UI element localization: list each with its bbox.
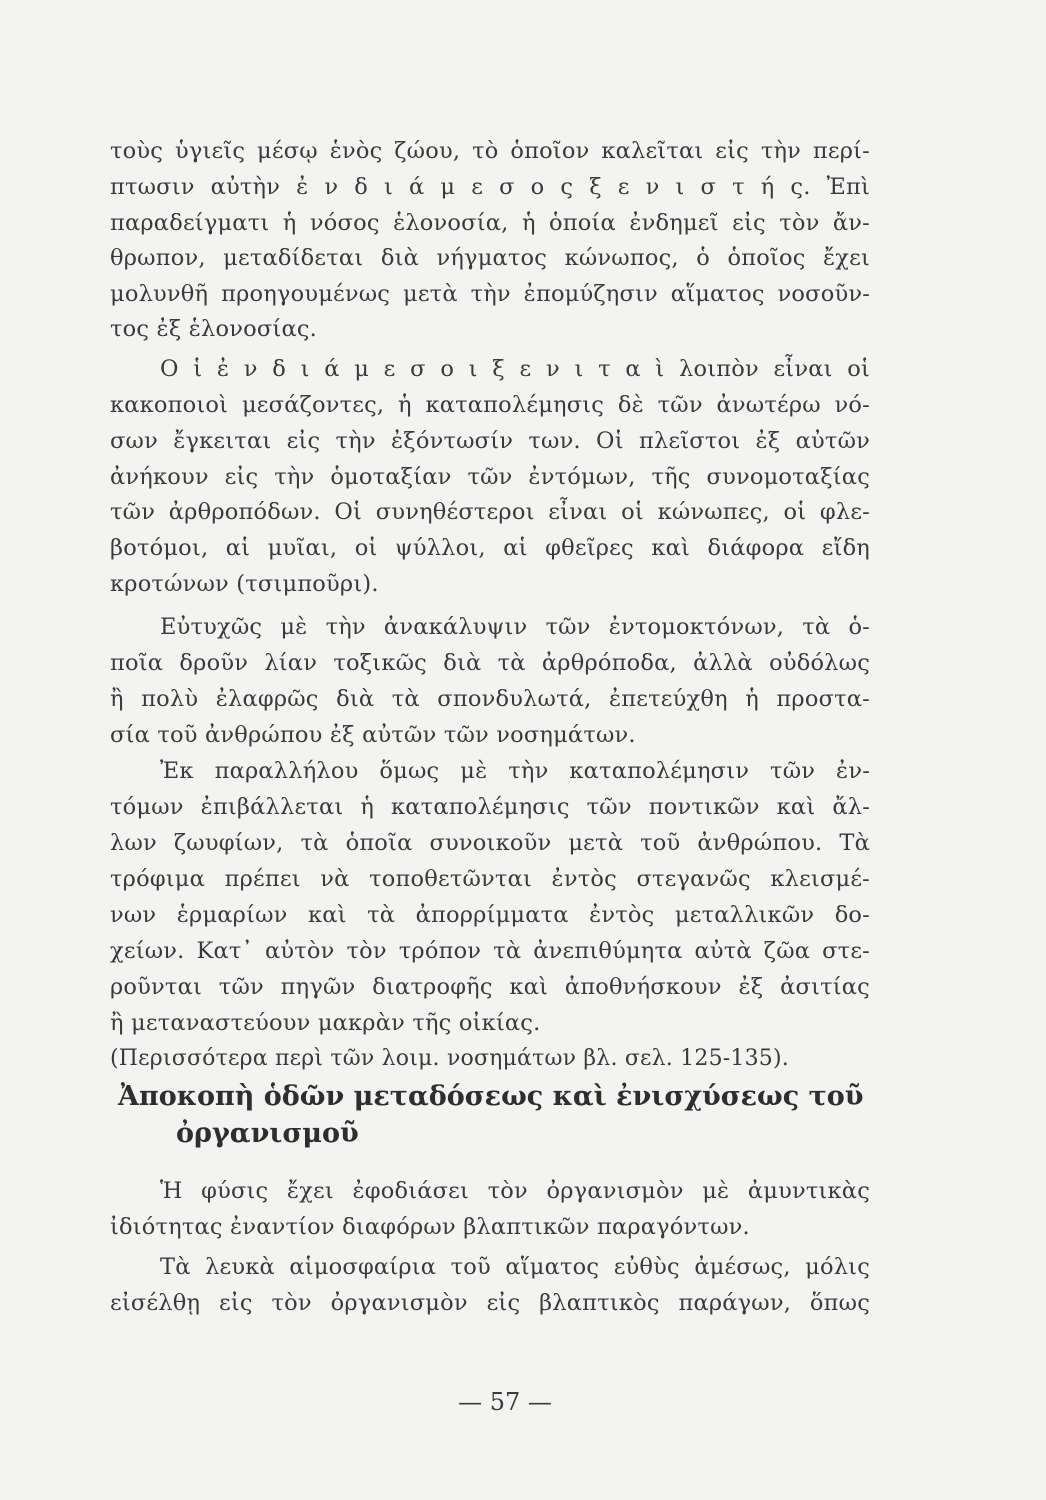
text-line: τῶν ἀρθροπόδων. Οἱ συνηθέστεροι εἶναι οἱ κώνωπες, οἱ φλε- bbox=[110, 499, 870, 525]
text-line: παραδείγματι ἡ νόσος ἑλονοσία, ἡ ὁποία ἐνδημεῖ εἰς τὸν ἄν- bbox=[110, 210, 870, 236]
text-line: κροτώνων (τσιμποῦρι). bbox=[110, 571, 379, 597]
text-line: Εὐτυχῶς μὲ τὴν ἀνακάλυψιν τῶν ἐντομοκτόνων, τὰ ὁ- bbox=[160, 614, 870, 640]
text-line: νων ἑρμαρίων καὶ τὰ ἀπορρίμματα ἐντὸς μεταλλικῶν δο- bbox=[110, 902, 870, 928]
text-line: μολυνθῆ προηγουμένως μετὰ τὴν ἐπομύζησιν αἵματος νοσοῦν- bbox=[110, 281, 870, 307]
text-line: θρωπον, μεταδίδεται διὰ νήγματος κώνωπος, ὁ ὁποῖος ἔχει bbox=[110, 245, 870, 271]
text-line: Ἐκ παραλλήλου ὅμως μὲ τὴν καταπολέμησιν τῶν ἐν- bbox=[160, 758, 870, 784]
text-line: ἢ πολὺ ἐλαφρῶς διὰ τὰ σπονδυλωτά, ἐπετεύχθη ἡ προστα- bbox=[110, 686, 870, 712]
section-heading-line-2: ὀργανισμοῦ bbox=[176, 1118, 359, 1149]
text-line: Ο ἱ ἐ ν δ ι ά μ ε σ ο ι ξ ε ν ι τ α ὶ λοιπὸν εἶναι οἱ bbox=[160, 356, 870, 382]
text-line: τος ἐξ ἑλονοσίας. bbox=[110, 316, 317, 342]
text-line: ποῖα δροῦν λίαν τοξικῶς διὰ τὰ ἀρθρόποδα, ἀλλὰ οὐδόλως bbox=[110, 650, 870, 676]
text-line: σων ἔγκειται εἰς τὴν ἐξόντωσίν των. Οἱ πλεῖστοι ἐξ αὐτῶν bbox=[110, 428, 870, 454]
text-line: τρόφιμα πρέπει νὰ τοποθετῶνται ἐντὸς στεγανῶς κλεισμέ- bbox=[110, 866, 870, 892]
text-line: ἢ μεταναστεύουν μακρὰν τῆς οἰκίας. bbox=[110, 1010, 541, 1036]
text-line: κακοποιοὶ μεσάζοντες, ἡ καταπολέμησις δὲ τῶν ἀνωτέρω νό- bbox=[110, 392, 870, 418]
text-line: ἀνήκουν εἰς τὴν ὁμοταξίαν τῶν ἐντόμων, τῆς συνομοταξίας bbox=[110, 464, 870, 490]
text-line: τόμων ἐπιβάλλεται ἡ καταπολέμησις τῶν ποντικῶν καὶ ἄλ- bbox=[110, 794, 870, 820]
reference-note: (Περισσότερα περὶ τῶν λοιμ. νοσημάτων βλ. σελ. 125-135). bbox=[110, 1046, 789, 1071]
text-line: πτωσιν αὐτὴν ἐ ν δ ι ά μ ε σ ο ς ξ ε ν ι σ τ ή ς. Ἐπὶ bbox=[110, 174, 870, 200]
text-line: τοὺς ὑγιεῖς μέσῳ ἑνὸς ζώου, τὸ ὁποῖον καλεῖται εἰς τὴν περί- bbox=[110, 138, 870, 164]
text-line: Τὰ λευκὰ αἱμοσφαίρια τοῦ αἵματος εὐθὺς ἀμέσως, μόλις bbox=[160, 1254, 870, 1280]
text-line: βοτόμοι, αἱ μυῖαι, οἱ ψύλλοι, αἱ φθεῖρες καὶ διάφορα εἴδη bbox=[110, 535, 870, 561]
text-line: εἰσέλθῃ εἰς τὸν ὀργανισμὸν εἰς βλαπτικὸς παράγων, ὅπως bbox=[110, 1290, 870, 1316]
text-line: ροῦνται τῶν πηγῶν διατροφῆς καὶ ἀποθνήσκουν ἐξ ἀσιτίας bbox=[110, 974, 870, 1000]
text-line: Ἡ φύσις ἔχει ἐφοδιάσει τὸν ὀργανισμὸν μὲ ἀμυντικὰς bbox=[160, 1178, 870, 1204]
page-number: — 57 — bbox=[458, 1388, 552, 1416]
text-line: λων ζωυφίων, τὰ ὁποῖα συνοικοῦν μετὰ τοῦ ἀνθρώπου. Τὰ bbox=[110, 830, 870, 856]
text-line: χείων. Κατ᾽ αὐτὸν τὸν τρόπον τὰ ἀνεπιθύμητα αὐτὰ ζῶα στε- bbox=[110, 938, 870, 964]
section-heading-line-1: Ἀποκοπὴ ὁδῶν μεταδόσεως καὶ ἐνισχύσεως τοῦ bbox=[118, 1081, 864, 1112]
text-line: ἰδιότητας ἐναντίον διαφόρων βλαπτικῶν παραγόντων. bbox=[110, 1214, 750, 1240]
text-line: σία τοῦ ἀνθρώπου ἐξ αὐτῶν τῶν νοσημάτων. bbox=[110, 722, 636, 748]
